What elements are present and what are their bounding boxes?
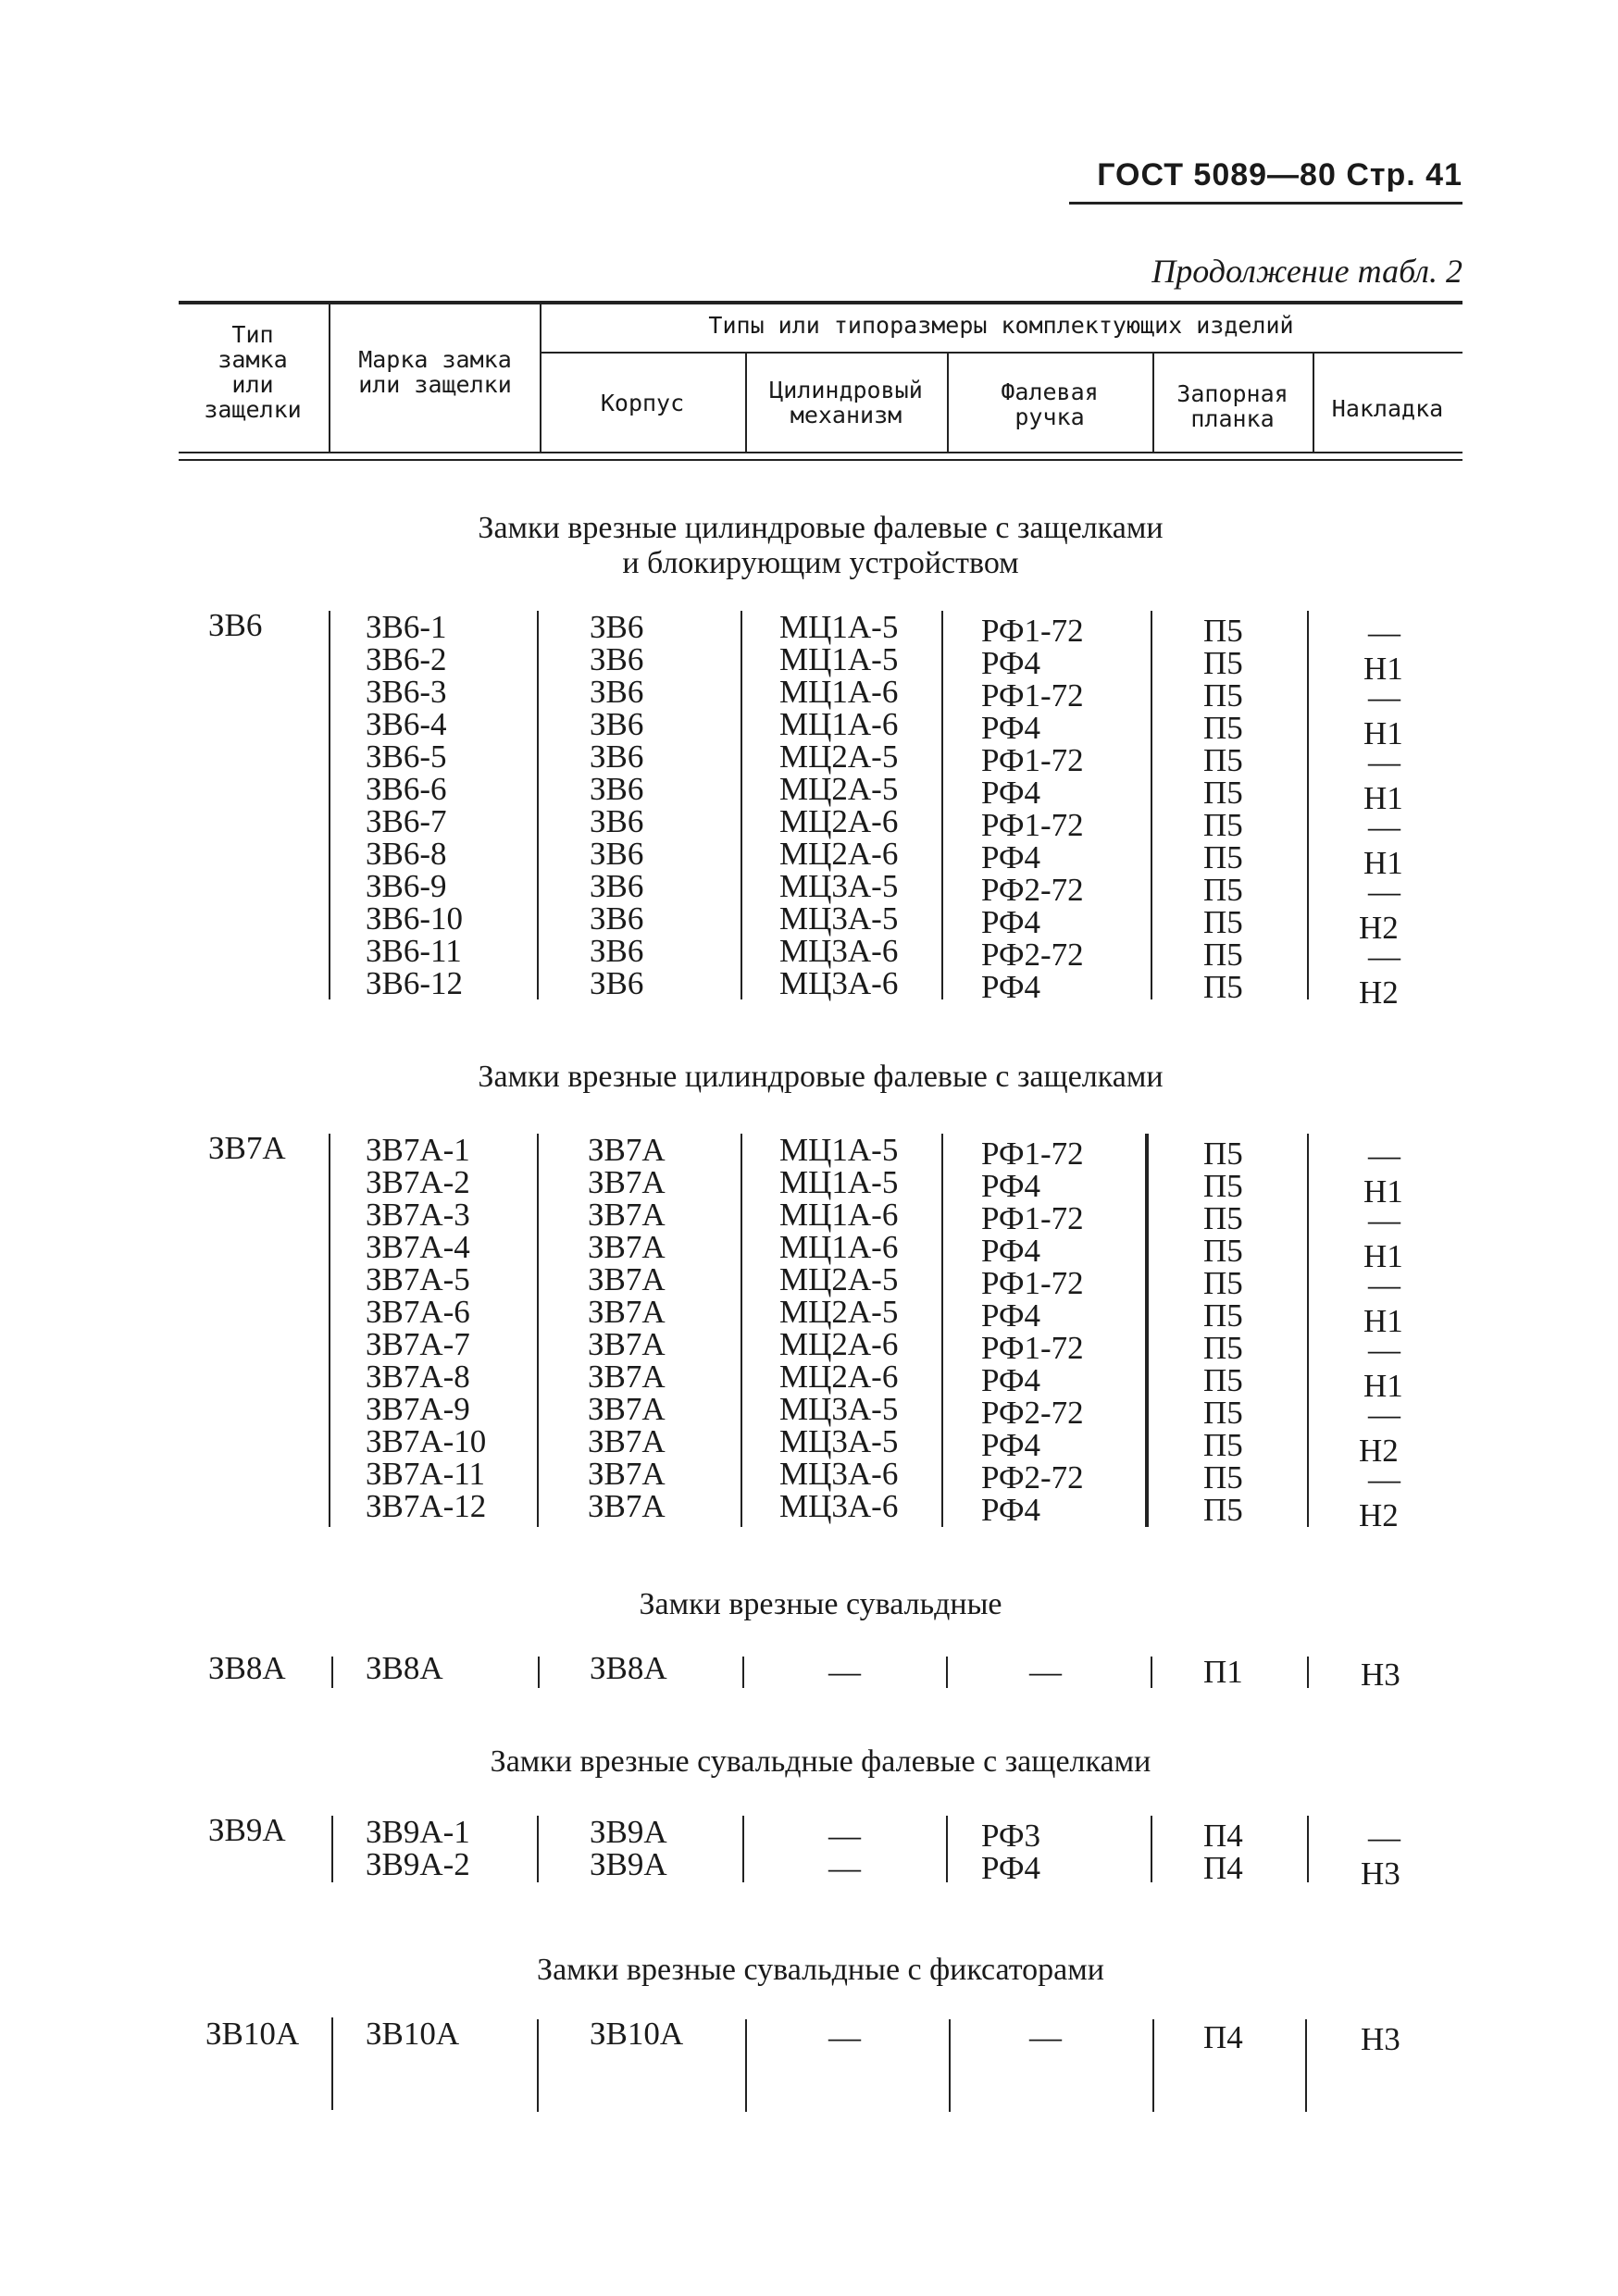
cell-brand: ЗВ7А-10 <box>366 1423 487 1459</box>
cell-handle: РФ4 <box>981 1492 1041 1528</box>
cell-brand: ЗВ6-3 <box>366 674 447 710</box>
cell-overlay: Н2 <box>1359 974 1399 1011</box>
section-title-line: Замки врезные сувальдные фалевые с защелками <box>490 1744 1151 1779</box>
column-line <box>745 2019 747 2112</box>
cell-plate: П5 <box>1203 937 1243 973</box>
cell-plate: П5 <box>1203 1297 1243 1334</box>
column-line <box>331 2017 333 2110</box>
column-line <box>537 611 539 999</box>
lock-type-zv9a: ЗВ9А <box>208 1812 286 1848</box>
cell-korpus: ЗВ6 <box>590 706 644 742</box>
cell-overlay: — <box>1368 1461 1400 1497</box>
cell-plate: П5 <box>1203 969 1243 1005</box>
cell-brand: ЗВ10А <box>366 2016 460 2052</box>
cell-overlay: — <box>1368 809 1400 845</box>
cell-brand: ЗВ8А <box>366 1650 443 1686</box>
cell-korpus: ЗВ6 <box>590 609 644 645</box>
cell-korpus: ЗВ7А <box>588 1294 666 1330</box>
cell-brand: ЗВ9А-2 <box>366 1846 470 1882</box>
lock-type-zv7a: ЗВ7А <box>208 1130 286 1166</box>
cell-handle: РФ1-72 <box>981 1265 1084 1301</box>
cell-cylinder: МЦ3А-5 <box>779 1391 899 1427</box>
cell-plate: П4 <box>1203 1818 1243 1854</box>
cell-handle: РФ4 <box>981 645 1041 681</box>
cell-brand: ЗВ7А-7 <box>366 1326 470 1362</box>
cell-brand: ЗВ6-10 <box>366 900 464 937</box>
section-title-zv9a <box>179 1744 1462 1780</box>
cell-brand: ЗВ7А-9 <box>366 1391 470 1427</box>
cell-handle: РФ4 <box>981 1850 1041 1886</box>
cell-korpus: ЗВ7А <box>588 1229 666 1265</box>
header-text: замка <box>218 346 288 373</box>
cell-overlay: Н1 <box>1363 1173 1403 1210</box>
cell-overlay: Н3 <box>1361 1657 1400 1693</box>
cell-cylinder: МЦ3А-6 <box>779 1488 899 1524</box>
cell-overlay: — <box>1368 1396 1400 1433</box>
cell-cylinder: МЦ3А-5 <box>779 900 899 937</box>
cell-brand: ЗВ6-7 <box>366 803 447 839</box>
page-header-title: ГОСТ 5089—80 Стр. 41 <box>1097 157 1462 192</box>
cell-korpus: ЗВ9А <box>590 1814 667 1850</box>
cell-cylinder: МЦ3А-6 <box>779 1456 899 1492</box>
cell-plate: П5 <box>1203 1492 1243 1528</box>
column-line <box>1307 611 1309 999</box>
header-col-overlay: Накладка <box>1331 395 1444 422</box>
cell-plate: П5 <box>1203 710 1243 746</box>
cell-overlay: Н1 <box>1363 1303 1403 1339</box>
cell-brand: ЗВ7А-12 <box>366 1488 487 1524</box>
cell-overlay: Н2 <box>1359 1497 1399 1533</box>
cell-plate: П5 <box>1203 613 1243 649</box>
cell-cylinder: МЦ1А-6 <box>779 674 899 710</box>
cell-handle: РФ4 <box>981 839 1041 875</box>
cell-handle: РФ4 <box>981 775 1041 811</box>
cell-handle: РФ1-72 <box>981 807 1084 843</box>
cell-plate: П5 <box>1203 677 1243 714</box>
cell-cylinder: МЦ2А-6 <box>779 803 899 839</box>
cell-brand: ЗВ6-9 <box>366 868 447 904</box>
header-text: Марка замка <box>358 346 512 373</box>
cell-korpus: ЗВ6 <box>590 900 644 937</box>
cell-handle: РФ1-72 <box>981 1136 1084 1172</box>
header-group-title: Типы или типоразмеры комплектующих изделий <box>708 312 1294 339</box>
column-line <box>1305 2019 1307 2112</box>
column-line <box>537 1816 539 1882</box>
header-text: планка <box>1190 405 1275 432</box>
cell-plate: П4 <box>1203 2019 1243 2055</box>
cell-handle: РФ4 <box>981 710 1041 746</box>
header-text: механизм <box>790 402 902 428</box>
cell-cylinder: МЦ2А-6 <box>779 1359 899 1395</box>
cell-plate: П5 <box>1203 1459 1243 1496</box>
cell-plate: П4 <box>1203 1850 1243 1886</box>
cell-handle: РФ4 <box>981 1233 1041 1269</box>
cell-korpus: ЗВ6 <box>590 868 644 904</box>
cell-handle: РФ1-72 <box>981 613 1084 649</box>
cell-overlay: — <box>1368 1819 1400 1855</box>
cell-brand: ЗВ6-1 <box>366 609 447 645</box>
cell-overlay: Н2 <box>1359 910 1399 946</box>
cell-overlay: Н1 <box>1363 780 1403 816</box>
cell-cylinder: МЦ1А-5 <box>779 641 899 677</box>
cell-handle: РФ4 <box>981 1362 1041 1398</box>
column-line <box>329 611 330 999</box>
header-text: или защелки <box>358 371 512 398</box>
cell-cylinder: — <box>828 1850 861 1886</box>
cell-overlay: — <box>1368 1202 1400 1238</box>
cell-cylinder: МЦ1А-6 <box>779 1229 899 1265</box>
cell-korpus: ЗВ7А <box>588 1359 666 1395</box>
column-line <box>941 1134 943 1527</box>
section-title-line: Замки врезные цилиндровые фалевые с защелками <box>478 1060 1164 1094</box>
table-top-rule <box>179 301 1462 304</box>
cell-brand: ЗВ6-8 <box>366 836 447 872</box>
cell-brand: ЗВ6-2 <box>366 641 447 677</box>
cell-korpus: ЗВ7А <box>588 1391 666 1427</box>
header-col-type <box>179 322 327 422</box>
cell-cylinder: МЦ3А-6 <box>779 933 899 969</box>
cell-plate: П5 <box>1203 1136 1243 1172</box>
column-line <box>949 2019 951 2112</box>
header-rule <box>1069 202 1462 205</box>
cell-plate: П5 <box>1203 1233 1243 1269</box>
header-text: Запорная <box>1176 380 1288 407</box>
cell-cylinder: МЦ2А-5 <box>779 1294 899 1330</box>
cell-overlay: — <box>1368 874 1400 910</box>
cell-brand: ЗВ9А-1 <box>366 1814 470 1850</box>
cell-brand: ЗВ7А-11 <box>366 1456 486 1492</box>
column-line <box>742 1816 744 1882</box>
cell-overlay: — <box>1368 744 1400 780</box>
cell-plate: П5 <box>1203 872 1243 908</box>
cell-handle: РФ2-72 <box>981 872 1084 908</box>
cell-overlay: Н1 <box>1363 1238 1403 1274</box>
cell-cylinder: МЦ1А-5 <box>779 1164 899 1200</box>
cell-overlay: Н1 <box>1363 651 1403 687</box>
cell-cylinder: МЦ2А-6 <box>779 1326 899 1362</box>
lock-type-zv6: ЗВ6 <box>208 607 263 643</box>
cell-plate: П5 <box>1203 1200 1243 1236</box>
section-title-zv7a <box>179 1060 1462 1095</box>
cell-handle: РФ2-72 <box>981 1395 1084 1431</box>
cell-cylinder: МЦ3А-6 <box>779 965 899 1001</box>
cell-overlay: — <box>1368 1332 1400 1368</box>
cell-plate: П5 <box>1203 1265 1243 1301</box>
cell-overlay: — <box>1368 614 1400 651</box>
cell-handle: РФ4 <box>981 1168 1041 1204</box>
column-line <box>538 1657 540 1688</box>
cell-korpus: ЗВ7А <box>588 1132 666 1168</box>
cell-brand: ЗВ7А-3 <box>366 1197 470 1233</box>
cell-brand: ЗВ6-5 <box>366 738 447 775</box>
cell-overlay: — <box>1368 1137 1400 1173</box>
cell-handle: — <box>1029 1654 1062 1690</box>
cell-korpus: ЗВ6 <box>590 965 644 1001</box>
column-line <box>741 611 742 999</box>
header-col-brand <box>330 347 540 397</box>
column-line <box>1307 1134 1309 1527</box>
cell-handle: РФ1-72 <box>981 1200 1084 1236</box>
column-line <box>1151 1657 1152 1688</box>
column-line <box>329 1134 330 1527</box>
cell-overlay: — <box>1368 679 1400 715</box>
cell-korpus: ЗВ8А <box>590 1650 667 1686</box>
cell-overlay: — <box>1368 938 1400 974</box>
cell-handle: РФ3 <box>981 1818 1041 1854</box>
cell-cylinder: МЦ1А-6 <box>779 706 899 742</box>
cell-cylinder: МЦ3А-5 <box>779 1423 899 1459</box>
cell-korpus: ЗВ6 <box>590 803 644 839</box>
cell-cylinder: МЦ3А-5 <box>779 868 899 904</box>
section-title-zv8a <box>179 1587 1462 1622</box>
header-text: ручка <box>1014 403 1085 430</box>
cell-plate: П5 <box>1203 775 1243 811</box>
cell-cylinder: — <box>828 1654 861 1690</box>
cell-overlay: Н2 <box>1359 1433 1399 1469</box>
cell-overlay: Н1 <box>1363 845 1403 881</box>
header-text: Тип <box>231 321 274 348</box>
cell-korpus: ЗВ6 <box>590 674 644 710</box>
cell-korpus: ЗВ7А <box>588 1423 666 1459</box>
cell-korpus: ЗВ6 <box>590 738 644 775</box>
cell-cylinder: МЦ2А-5 <box>779 1261 899 1297</box>
table-header-bottom-rule-2 <box>179 459 1462 461</box>
cell-cylinder: — <box>828 1818 861 1854</box>
cell-korpus: ЗВ7А <box>588 1488 666 1524</box>
cell-korpus: ЗВ7А <box>588 1197 666 1233</box>
cell-cylinder: МЦ2А-5 <box>779 771 899 807</box>
cell-plate: П5 <box>1203 1168 1243 1204</box>
section-title-line: и блокирующим устройством <box>622 546 1019 580</box>
header-col-cylinder <box>745 378 947 428</box>
cell-handle: РФ4 <box>981 969 1041 1005</box>
cell-plate: П5 <box>1203 807 1243 843</box>
cell-korpus: ЗВ7А <box>588 1261 666 1297</box>
lock-type-zv8a: ЗВ8А <box>208 1650 286 1686</box>
header-text: защелки <box>204 396 302 423</box>
header-col-korpus: Корпус <box>600 390 685 416</box>
cell-brand: ЗВ7А-2 <box>366 1164 470 1200</box>
cell-korpus: ЗВ7А <box>588 1456 666 1492</box>
cell-plate: П5 <box>1203 839 1243 875</box>
header-text: или <box>231 371 274 398</box>
header-col-handle <box>947 379 1152 429</box>
cell-handle: РФ4 <box>981 1427 1041 1463</box>
cell-korpus: ЗВ9А <box>590 1846 667 1882</box>
cell-cylinder: МЦ1А-5 <box>779 1132 899 1168</box>
section-title-line: Замки врезные цилиндровые фалевые с защелками <box>478 511 1164 545</box>
cell-overlay: Н1 <box>1363 1368 1403 1404</box>
column-line <box>946 1816 948 1882</box>
column-line <box>941 611 943 999</box>
column-line <box>331 1657 333 1688</box>
cell-cylinder: МЦ2А-6 <box>779 836 899 872</box>
cell-brand: ЗВ7А-8 <box>366 1359 470 1395</box>
cell-brand: ЗВ7А-4 <box>366 1229 470 1265</box>
column-line <box>1152 2019 1154 2112</box>
cell-brand: ЗВ7А-6 <box>366 1294 470 1330</box>
cell-plate: П5 <box>1203 1362 1243 1398</box>
cell-handle: РФ4 <box>981 1297 1041 1334</box>
cell-plate: П5 <box>1203 904 1243 940</box>
table-header-subrule <box>540 352 1462 354</box>
cell-korpus: ЗВ7А <box>588 1326 666 1362</box>
cell-korpus: ЗВ6 <box>590 771 644 807</box>
cell-overlay: — <box>1368 1267 1400 1303</box>
cell-korpus: ЗВ6 <box>590 836 644 872</box>
section-title-zv10a <box>179 1953 1462 1988</box>
column-line <box>1151 1816 1152 1882</box>
cell-brand: ЗВ6-12 <box>366 965 464 1001</box>
cell-korpus: ЗВ6 <box>590 933 644 969</box>
cell-korpus: ЗВ7А <box>588 1164 666 1200</box>
cell-cylinder: МЦ1А-5 <box>779 609 899 645</box>
section-title-line: Замки врезные сувальдные <box>639 1587 1002 1621</box>
cell-korpus: ЗВ10А <box>590 2016 684 2052</box>
column-line <box>537 1134 539 1527</box>
column-line <box>1151 611 1152 999</box>
section-title-zv6 <box>179 511 1462 581</box>
section-title-line: Замки врезные сувальдные с фиксаторами <box>537 1953 1104 1987</box>
cell-handle: РФ2-72 <box>981 1459 1084 1496</box>
cell-plate: П5 <box>1203 645 1243 681</box>
cell-overlay: Н3 <box>1361 1855 1400 1892</box>
column-line <box>537 2019 539 2112</box>
cell-plate: П1 <box>1203 1654 1243 1690</box>
lock-type-zv10a: ЗВ10А <box>205 2016 300 2052</box>
cell-handle: РФ4 <box>981 904 1041 940</box>
cell-cylinder: — <box>828 2019 861 2055</box>
cell-korpus: ЗВ6 <box>590 641 644 677</box>
column-line <box>946 1657 948 1688</box>
cell-handle: — <box>1029 2019 1062 2055</box>
cell-plate: П5 <box>1203 1395 1243 1431</box>
column-line <box>1145 1134 1149 1527</box>
cell-cylinder: МЦ2А-5 <box>779 738 899 775</box>
cell-brand: ЗВ6-6 <box>366 771 447 807</box>
cell-handle: РФ1-72 <box>981 677 1084 714</box>
cell-brand: ЗВ6-11 <box>366 933 462 969</box>
cell-brand: ЗВ7А-1 <box>366 1132 470 1168</box>
cell-plate: П5 <box>1203 1330 1243 1366</box>
cell-cylinder: МЦ1А-6 <box>779 1197 899 1233</box>
column-line <box>1307 1657 1309 1688</box>
cell-plate: П5 <box>1203 1427 1243 1463</box>
table-continuation-label: Продолжение табл. 2 <box>1151 253 1462 290</box>
header-col-plate <box>1152 381 1313 431</box>
cell-plate: П5 <box>1203 742 1243 778</box>
header-text: Фалевая <box>1001 379 1099 405</box>
column-line <box>742 1657 744 1688</box>
cell-brand: ЗВ7А-5 <box>366 1261 470 1297</box>
cell-handle: РФ2-72 <box>981 937 1084 973</box>
cell-overlay: Н1 <box>1363 715 1403 751</box>
table-header-bottom-rule <box>179 452 1462 453</box>
cell-brand: ЗВ6-4 <box>366 706 447 742</box>
cell-handle: РФ1-72 <box>981 1330 1084 1366</box>
column-line <box>331 1816 333 1882</box>
cell-overlay: Н3 <box>1361 2021 1400 2057</box>
cell-handle: РФ1-72 <box>981 742 1084 778</box>
column-line <box>741 1134 742 1527</box>
column-line <box>1307 1816 1309 1882</box>
header-text: Цилиндровый <box>769 377 923 403</box>
